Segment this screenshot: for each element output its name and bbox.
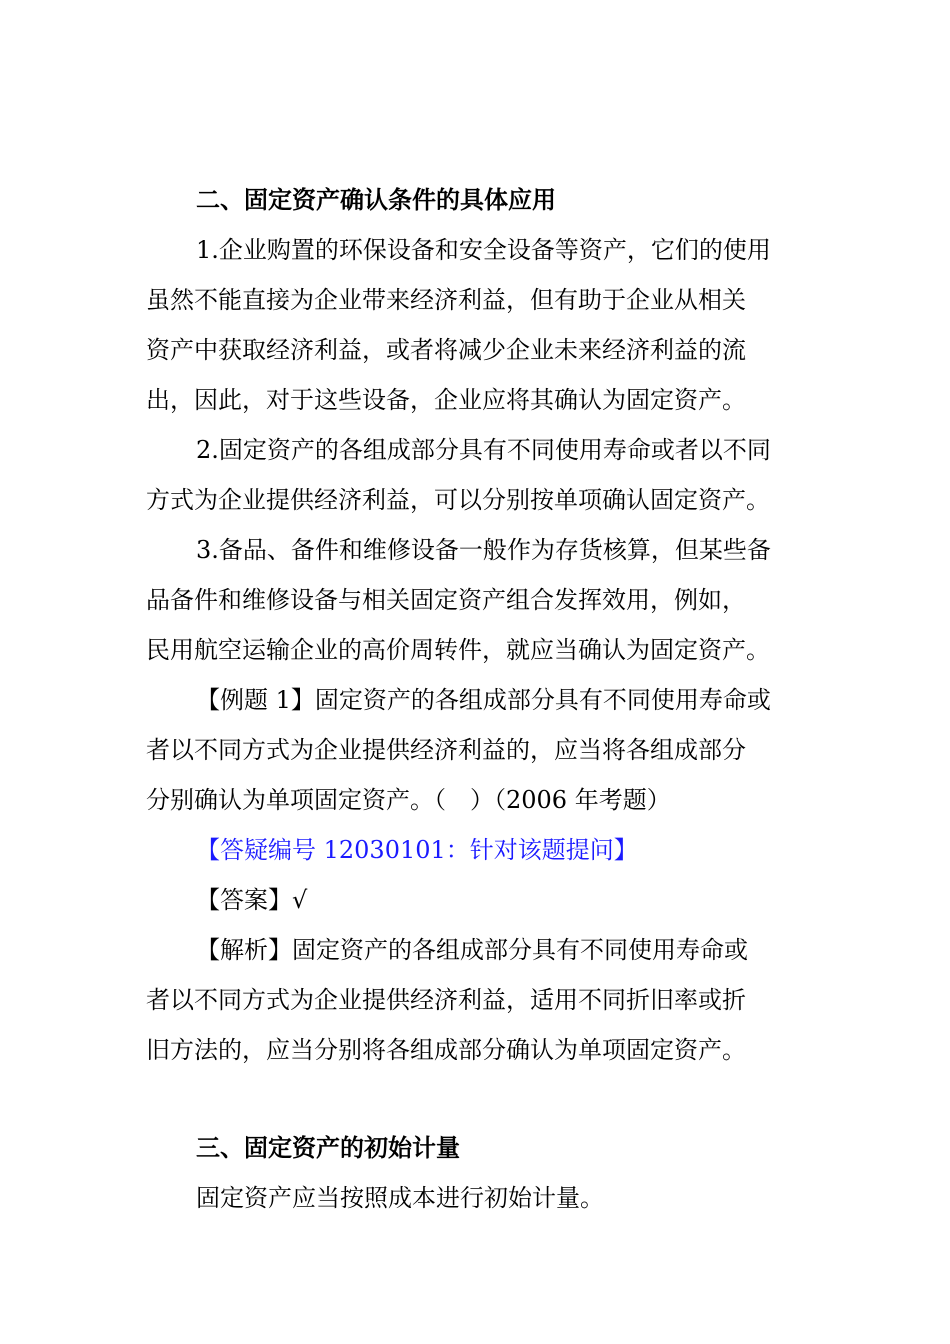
- qa-link[interactable]: 【答疑编号 12030101：针对该题提问】: [196, 836, 638, 864]
- example-line-2: 者以不同方式为企业提供经济利益的，应当将各组成部分: [146, 736, 746, 764]
- para3-line-1: 3.备品、备件和维修设备一般作为存货核算，但某些备: [196, 536, 771, 564]
- para2-line-1: 2.固定资产的各组成部分具有不同使用寿命或者以不同: [196, 436, 771, 464]
- example-line-3: 分别确认为单项固定资产。（ ）（2006 年考题）: [146, 786, 671, 814]
- para1-line-4: 出，因此，对于这些设备，企业应将其确认为固定资产。: [146, 386, 746, 414]
- analysis-line-3: 旧方法的，应当分别将各组成部分确认为单项固定资产。: [146, 1036, 746, 1064]
- para1-line-3: 资产中获取经济利益，或者将减少企业未来经济利益的流: [146, 336, 746, 364]
- answer: 【答案】√: [196, 886, 308, 914]
- section3-heading: 三、固定资产的初始计量: [196, 1133, 460, 1162]
- section2-heading: 二、固定资产确认条件的具体应用: [196, 185, 556, 214]
- analysis-line-2: 者以不同方式为企业提供经济利益，适用不同折旧率或折: [146, 986, 746, 1014]
- para1-line-1: 1.企业购置的环保设备和安全设备等资产，它们的使用: [196, 236, 771, 264]
- para3-line-3: 民用航空运输企业的高价周转件，就应当确认为固定资产。: [146, 636, 770, 664]
- analysis-line-1: 【解析】固定资产的各组成部分具有不同使用寿命或: [196, 936, 748, 964]
- para2-line-2: 方式为企业提供经济利益，可以分别按单项确认固定资产。: [146, 486, 770, 514]
- para1-line-2: 虽然不能直接为企业带来经济利益，但有助于企业从相关: [146, 286, 746, 314]
- section3-text: 固定资产应当按照成本进行初始计量。: [196, 1184, 604, 1212]
- para3-line-2: 品备件和维修设备与相关固定资产组合发挥效用，例如，: [146, 586, 746, 614]
- example-line-1: 【例题 1】固定资产的各组成部分具有不同使用寿命或: [196, 686, 771, 714]
